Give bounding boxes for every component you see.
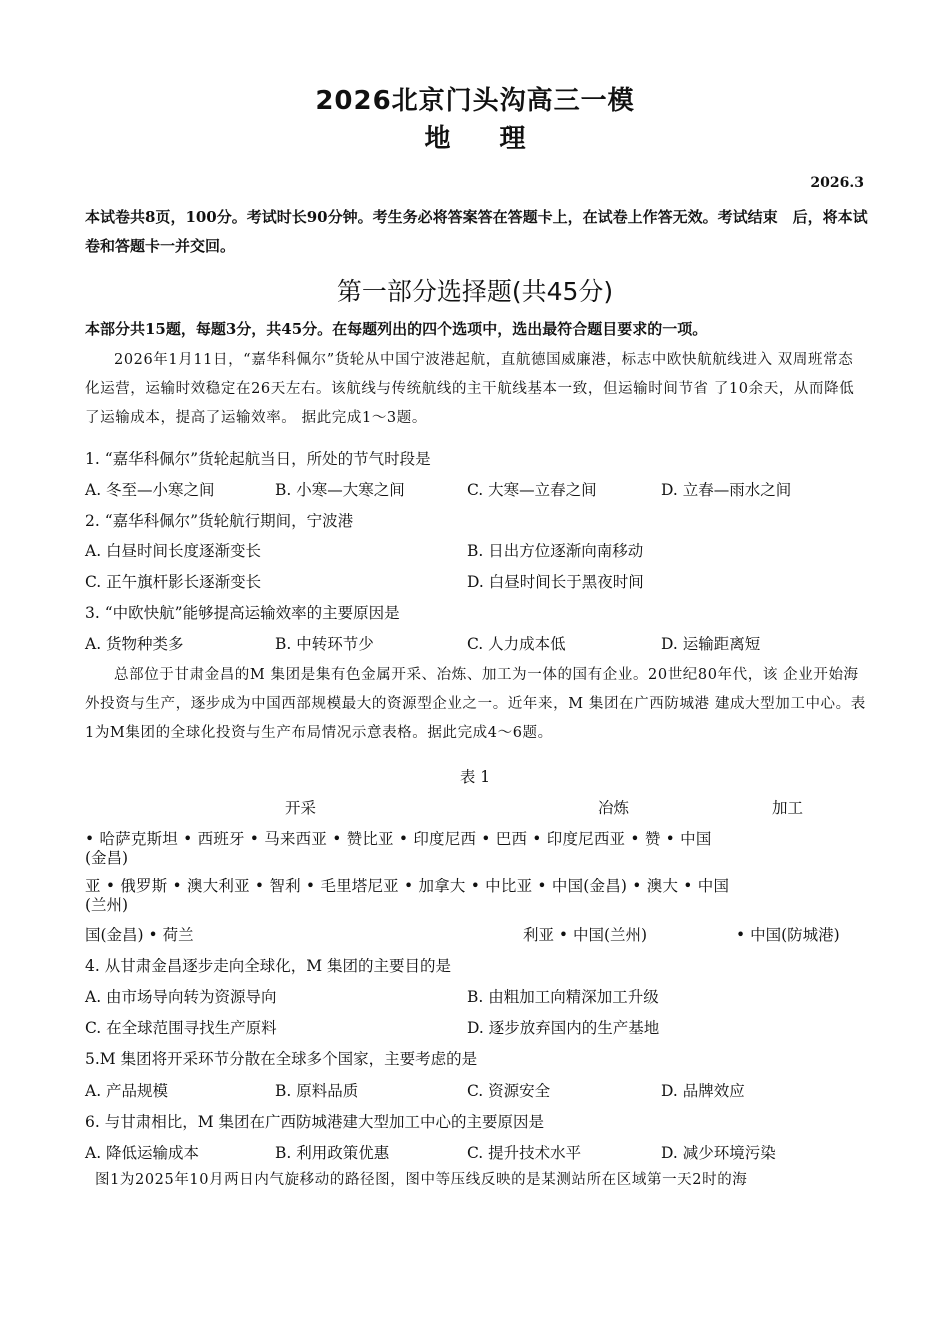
table-row: 亚 • 俄罗斯 • 澳大利亚 • 智利 • 毛里塔尼亚 • 加拿大 • 中比亚 • 中国(金昌) • 澳大 • 中国 (85, 877, 730, 895)
question-1-stem: 1. “嘉华科佩尔”货轮起航当日，所处的节气时段是 (85, 450, 431, 468)
question-3-stem: 3. “中欧快航”能够提高运输效率的主要原因是 (85, 604, 400, 622)
q1-option-d: D. 立春—雨水之间 (661, 481, 792, 499)
table-header-processing: 加工 (772, 799, 804, 817)
q6-option-b: B. 利用政策优惠 (275, 1144, 390, 1162)
question-6-stem: 6. 与甘肃相比，M 集团在广西防城港建大型加工中心的主要原因是 (85, 1113, 545, 1131)
q4-option-c: C. 在全球范围寻找生产原料 (85, 1019, 277, 1037)
table-row-wrap: (金昌) (85, 849, 129, 867)
subject-title: 地 理 (424, 124, 526, 154)
q3-option-a: A. 货物种类多 (85, 635, 184, 653)
q3-option-d: D. 运输距离短 (661, 635, 761, 653)
question-5-stem: 5.M 集团将开采环节分散在全球多个国家，主要考虑的是 (85, 1050, 478, 1068)
table-row: 国(金昌) • 荷兰 (85, 926, 194, 944)
exam-instructions: 本试卷共8页，100分。考试时长90分钟。考生务必将答案答在答题卡上，在试卷上作答无效。考试结束 后，将本试卷和答题卡一并交回。 (85, 208, 868, 255)
q6-option-c: C. 提升技术水平 (467, 1144, 582, 1162)
q2-option-b: B. 日出方位逐渐向南移动 (467, 542, 644, 560)
table-row-wrap: (兰州) (85, 896, 129, 914)
table-header-smelting: 冶炼 (598, 799, 630, 817)
q5-option-c: C. 资源安全 (467, 1082, 551, 1100)
section-note: 本部分共15题，每题3分，共45分。在每题列出的四个选项中，选出最符合题目要求的一项。 (85, 320, 708, 338)
exam-title: 2026北京门头沟高三一模 (315, 86, 635, 116)
q6-option-a: A. 降低运输成本 (85, 1144, 200, 1162)
q1-option-c: C. 大寒—立春之间 (467, 481, 597, 499)
q5-option-d: D. 品牌效应 (661, 1082, 745, 1100)
q5-option-b: B. 原料品质 (275, 1082, 359, 1100)
table-header-mining: 开采 (285, 799, 317, 817)
q1-option-a: A. 冬至—小寒之间 (85, 481, 215, 499)
question-4-stem: 4. 从甘肃金昌逐步走向全球化，M 集团的主要目的是 (85, 957, 452, 975)
table-row: • 哈萨克斯坦 • 西班牙 • 马来西亚 • 赞比亚 • 印度尼西 • 巴西 • 印度尼西亚 • 赞 • 中国 (85, 830, 712, 848)
q6-option-d: D. 减少环境污染 (661, 1144, 776, 1162)
q1-option-b: B. 小寒—大寒之间 (275, 481, 405, 499)
section-title: 第一部分选择题(共45分) (336, 277, 614, 306)
table-cell: • 中国(防城港) (736, 926, 840, 944)
q3-option-c: C. 人力成本低 (467, 635, 566, 653)
q2-option-a: A. 白昼时间长度逐渐变长 (85, 542, 262, 560)
q4-option-b: B. 由粗加工向精深加工升级 (467, 988, 659, 1006)
passage-2: 总部位于甘肃金昌的M 集团是集有色金属开采、冶炼、加工为一体的国有企业。20世纪80年代，该 企业开始海外投资与生产，逐步成为中国西部规模最大的资源型企业之一。近年来，M 集团在广西防城港 建成大型加工中心。表1为M集团的全球化投资与生产布局情况示意表格。据此完成4～6题。 (85, 667, 866, 741)
q5-option-a: A. 产品规模 (85, 1082, 169, 1100)
passage-1: 2026年1月11日，“嘉华科佩尔”货轮从中国宁波港起航，直航德国威廉港，标志中欧快航航线进入 双周班常态化运营，运输时效稳定在26天左右。该航线与传统航线的主干航线基本一致，但运输时间节省 了10余天，从而降低了运输成本，提高了运输效率。 据此完成1～3题。 (85, 352, 855, 426)
q4-option-a: A. 由市场导向转为资源导向 (85, 988, 277, 1006)
table-cell: 利亚 • 中国(兰州) (523, 926, 648, 944)
table-caption: 表 1 (459, 768, 491, 786)
q2-option-d: D. 白昼时间长于黑夜时间 (467, 573, 644, 591)
q2-option-c: C. 正午旗杆影长逐渐变长 (85, 573, 262, 591)
q3-option-b: B. 中转环节少 (275, 635, 374, 653)
q4-option-d: D. 逐步放弃国内的生产基地 (467, 1019, 660, 1037)
exam-date: 2026.3 (810, 175, 864, 191)
passage-3: 图1为2025年10月两日内气旋移动的路径图，图中等压线反映的是某测站所在区域第一天2时的海 (95, 1172, 748, 1188)
question-2-stem: 2. “嘉华科佩尔”货轮航行期间，宁波港 (85, 512, 354, 530)
